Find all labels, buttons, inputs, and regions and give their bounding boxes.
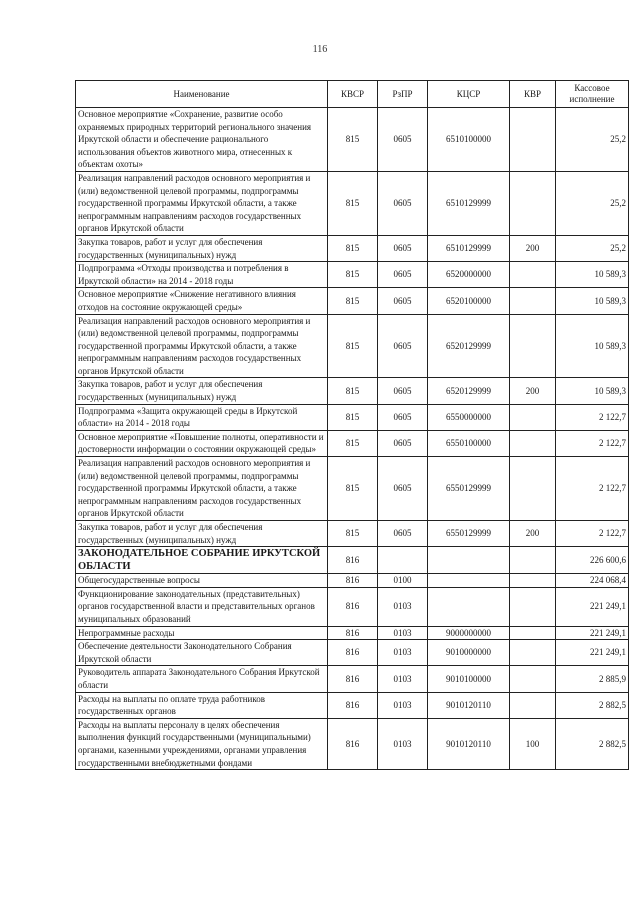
table-row [76, 262, 629, 288]
cell-amount: 2 122,7 [556, 430, 629, 456]
table-row [76, 457, 629, 521]
cell-name: Основное мероприятие «Повышение полноты, оперативности и достоверности информации о состоянии окружающей среды» [76, 430, 328, 456]
cell-kcsr: 6510100000 [428, 108, 510, 172]
table-row [76, 547, 629, 574]
cell-kvr [510, 430, 556, 456]
cell-kvr [510, 574, 556, 588]
table-row [76, 404, 629, 430]
cell-rzpr: 0103 [378, 587, 428, 626]
cell-rzpr: 0605 [378, 171, 428, 235]
cell-amount: 221 249,1 [556, 640, 629, 666]
cell-amount: 25,2 [556, 235, 629, 261]
cell-name: Функционирование законодательных (представительных) органов государственной власти и представительных органов муниципальных образований [76, 587, 328, 626]
cell-rzpr [378, 547, 428, 574]
header-kvsr: КВСР [328, 81, 378, 108]
cell-name: Реализация направлений расходов основного мероприятия и (или) ведомственной целевой программы, подпрограммы государственной программы Иркутской области, а также непрограммным направлениям расходов государственных органов Иркутской области [76, 171, 328, 235]
cell-name: Обеспечение деятельности Законодательного Собрания Иркутской области [76, 640, 328, 666]
cell-amount: 2 122,7 [556, 457, 629, 521]
cell-kvsr: 815 [328, 521, 378, 547]
cell-amount: 10 589,3 [556, 314, 629, 378]
cell-kvr [510, 262, 556, 288]
cell-kvsr: 816 [328, 718, 378, 769]
cell-kvr: 200 [510, 378, 556, 404]
cell-kvr [510, 404, 556, 430]
cell-name: Закупка товаров, работ и услуг для обеспечения государственных (муниципальных) нужд [76, 378, 328, 404]
cell-name: Подпрограмма «Отходы производства и потребления в Иркутской области» на 2014 - 2018 годы [76, 262, 328, 288]
cell-kcsr: 6520100000 [428, 288, 510, 314]
cell-name: Непрограммные расходы [76, 626, 328, 640]
cell-kcsr: 6550100000 [428, 430, 510, 456]
cell-kvsr: 816 [328, 574, 378, 588]
cell-amount: 10 589,3 [556, 262, 629, 288]
cell-kcsr: 6510129999 [428, 171, 510, 235]
cell-kcsr: 6510129999 [428, 235, 510, 261]
table-row [76, 378, 629, 404]
cell-kvsr: 816 [328, 692, 378, 718]
cell-amount: 221 249,1 [556, 587, 629, 626]
cell-name: ЗАКОНОДАТЕЛЬНОЕ СОБРАНИЕ ИРКУТСКОЙ ОБЛАСТИ [76, 547, 328, 574]
table-row [76, 692, 629, 718]
cell-kcsr: 9010120110 [428, 718, 510, 769]
cell-amount: 10 589,3 [556, 288, 629, 314]
cell-kvr: 200 [510, 521, 556, 547]
cell-kvsr: 815 [328, 404, 378, 430]
cell-kcsr: 6520000000 [428, 262, 510, 288]
cell-kvsr: 815 [328, 235, 378, 261]
cell-kvr [510, 640, 556, 666]
header-kvr: КВР [510, 81, 556, 108]
cell-kvsr: 816 [328, 626, 378, 640]
page-number: 116 [312, 44, 328, 55]
cell-kcsr: 6550129999 [428, 521, 510, 547]
cell-amount: 2 882,5 [556, 692, 629, 718]
cell-kvr [510, 692, 556, 718]
header-rzpr: РзПР [378, 81, 428, 108]
cell-kvsr: 815 [328, 378, 378, 404]
cell-kcsr: 9000000000 [428, 626, 510, 640]
cell-name: Реализация направлений расходов основного мероприятия и (или) ведомственной целевой программы, подпрограммы государственной программы Иркутской области, а также непрограммным направлениям расходов государственных органов Иркутской области [76, 457, 328, 521]
cell-kvsr: 816 [328, 640, 378, 666]
cell-kvsr: 815 [328, 457, 378, 521]
cell-kvr [510, 666, 556, 692]
cell-kvr [510, 108, 556, 172]
cell-kvr [510, 547, 556, 574]
cell-amount: 2 885,9 [556, 666, 629, 692]
table-row [76, 288, 629, 314]
cell-kcsr [428, 547, 510, 574]
cell-kvr: 200 [510, 235, 556, 261]
cell-kcsr: 6520129999 [428, 314, 510, 378]
table-row [76, 640, 629, 666]
table-row [76, 430, 629, 456]
cell-rzpr: 0605 [378, 288, 428, 314]
cell-kvr [510, 314, 556, 378]
cell-name: Реализация направлений расходов основного мероприятия и (или) ведомственной целевой программы, подпрограммы государственной программы Иркутской области, а также непрограммным направлениям расходов государственных органов Иркутской области [76, 314, 328, 378]
cell-kcsr [428, 574, 510, 588]
cell-amount: 10 589,3 [556, 378, 629, 404]
cell-name: Руководитель аппарата Законодательного Собрания Иркутской области [76, 666, 328, 692]
table-header-row [76, 81, 629, 108]
cell-rzpr: 0605 [378, 108, 428, 172]
cell-rzpr: 0100 [378, 574, 428, 588]
cell-kvsr: 815 [328, 288, 378, 314]
table-row [76, 666, 629, 692]
cell-kvr [510, 626, 556, 640]
cell-kvr [510, 457, 556, 521]
cell-rzpr: 0103 [378, 692, 428, 718]
cell-name: Основное мероприятие «Снижение негативного влияния отходов на состояние окружающей среды» [76, 288, 328, 314]
cell-kvr [510, 171, 556, 235]
table-row [76, 235, 629, 261]
cell-rzpr: 0103 [378, 666, 428, 692]
cell-amount: 25,2 [556, 171, 629, 235]
cell-kvsr: 816 [328, 547, 378, 574]
cell-kcsr: 9010100000 [428, 666, 510, 692]
table-body [76, 108, 629, 770]
cell-kvsr: 815 [328, 430, 378, 456]
cell-name: Основное мероприятие «Сохранение, развитие особо охраняемых природных территорий регионального значения Иркутской области и обеспечение рационального использования объектов животного мира, отнесенных к объектам охоты» [76, 108, 328, 172]
cell-kvr: 100 [510, 718, 556, 769]
cell-amount: 226 600,6 [556, 547, 629, 574]
cell-name: Расходы на выплаты персоналу в целях обеспечения выполнения функций государственными (муниципальными) органами, казенными учреждениями, органами управления государственными внебюджетными фондами [76, 718, 328, 769]
cell-kcsr: 6550129999 [428, 457, 510, 521]
table-row [76, 171, 629, 235]
cell-amount: 2 882,5 [556, 718, 629, 769]
cell-kvsr: 815 [328, 108, 378, 172]
cell-amount: 25,2 [556, 108, 629, 172]
table-row [76, 574, 629, 588]
cell-name: Закупка товаров, работ и услуг для обеспечения государственных (муниципальных) нужд [76, 235, 328, 261]
table-row [76, 626, 629, 640]
budget-table [75, 80, 629, 770]
cell-amount: 224 068,4 [556, 574, 629, 588]
cell-kvr [510, 587, 556, 626]
header-amount: Кассовое исполнение [556, 81, 629, 108]
cell-kvr [510, 288, 556, 314]
table-row [76, 108, 629, 172]
header-kcsr: КЦСР [428, 81, 510, 108]
cell-rzpr: 0103 [378, 626, 428, 640]
cell-kcsr: 9010000000 [428, 640, 510, 666]
cell-rzpr: 0103 [378, 640, 428, 666]
cell-rzpr: 0605 [378, 404, 428, 430]
table-row [76, 587, 629, 626]
cell-kcsr: 6520129999 [428, 378, 510, 404]
cell-rzpr: 0605 [378, 430, 428, 456]
cell-rzpr: 0605 [378, 457, 428, 521]
cell-kvsr: 815 [328, 171, 378, 235]
cell-name: Подпрограмма «Защита окружающей среды в Иркутской области» на 2014 - 2018 годы [76, 404, 328, 430]
table-row [76, 718, 629, 769]
cell-kvsr: 816 [328, 587, 378, 626]
cell-name: Расходы на выплаты по оплате труда работников государственных органов [76, 692, 328, 718]
cell-kcsr: 9010120110 [428, 692, 510, 718]
cell-rzpr: 0605 [378, 521, 428, 547]
cell-rzpr: 0605 [378, 314, 428, 378]
cell-rzpr: 0605 [378, 235, 428, 261]
cell-kvsr: 815 [328, 262, 378, 288]
cell-rzpr: 0605 [378, 378, 428, 404]
cell-name: Общегосударственные вопросы [76, 574, 328, 588]
cell-name: Закупка товаров, работ и услуг для обеспечения государственных (муниципальных) нужд [76, 521, 328, 547]
cell-kcsr: 6550000000 [428, 404, 510, 430]
header-name: Наименование [76, 81, 328, 108]
cell-amount: 221 249,1 [556, 626, 629, 640]
cell-kcsr [428, 587, 510, 626]
cell-kvsr: 816 [328, 666, 378, 692]
cell-rzpr: 0103 [378, 718, 428, 769]
cell-kvsr: 815 [328, 314, 378, 378]
table-row [76, 521, 629, 547]
cell-amount: 2 122,7 [556, 521, 629, 547]
cell-rzpr: 0605 [378, 262, 428, 288]
table-row [76, 314, 629, 378]
cell-amount: 2 122,7 [556, 404, 629, 430]
